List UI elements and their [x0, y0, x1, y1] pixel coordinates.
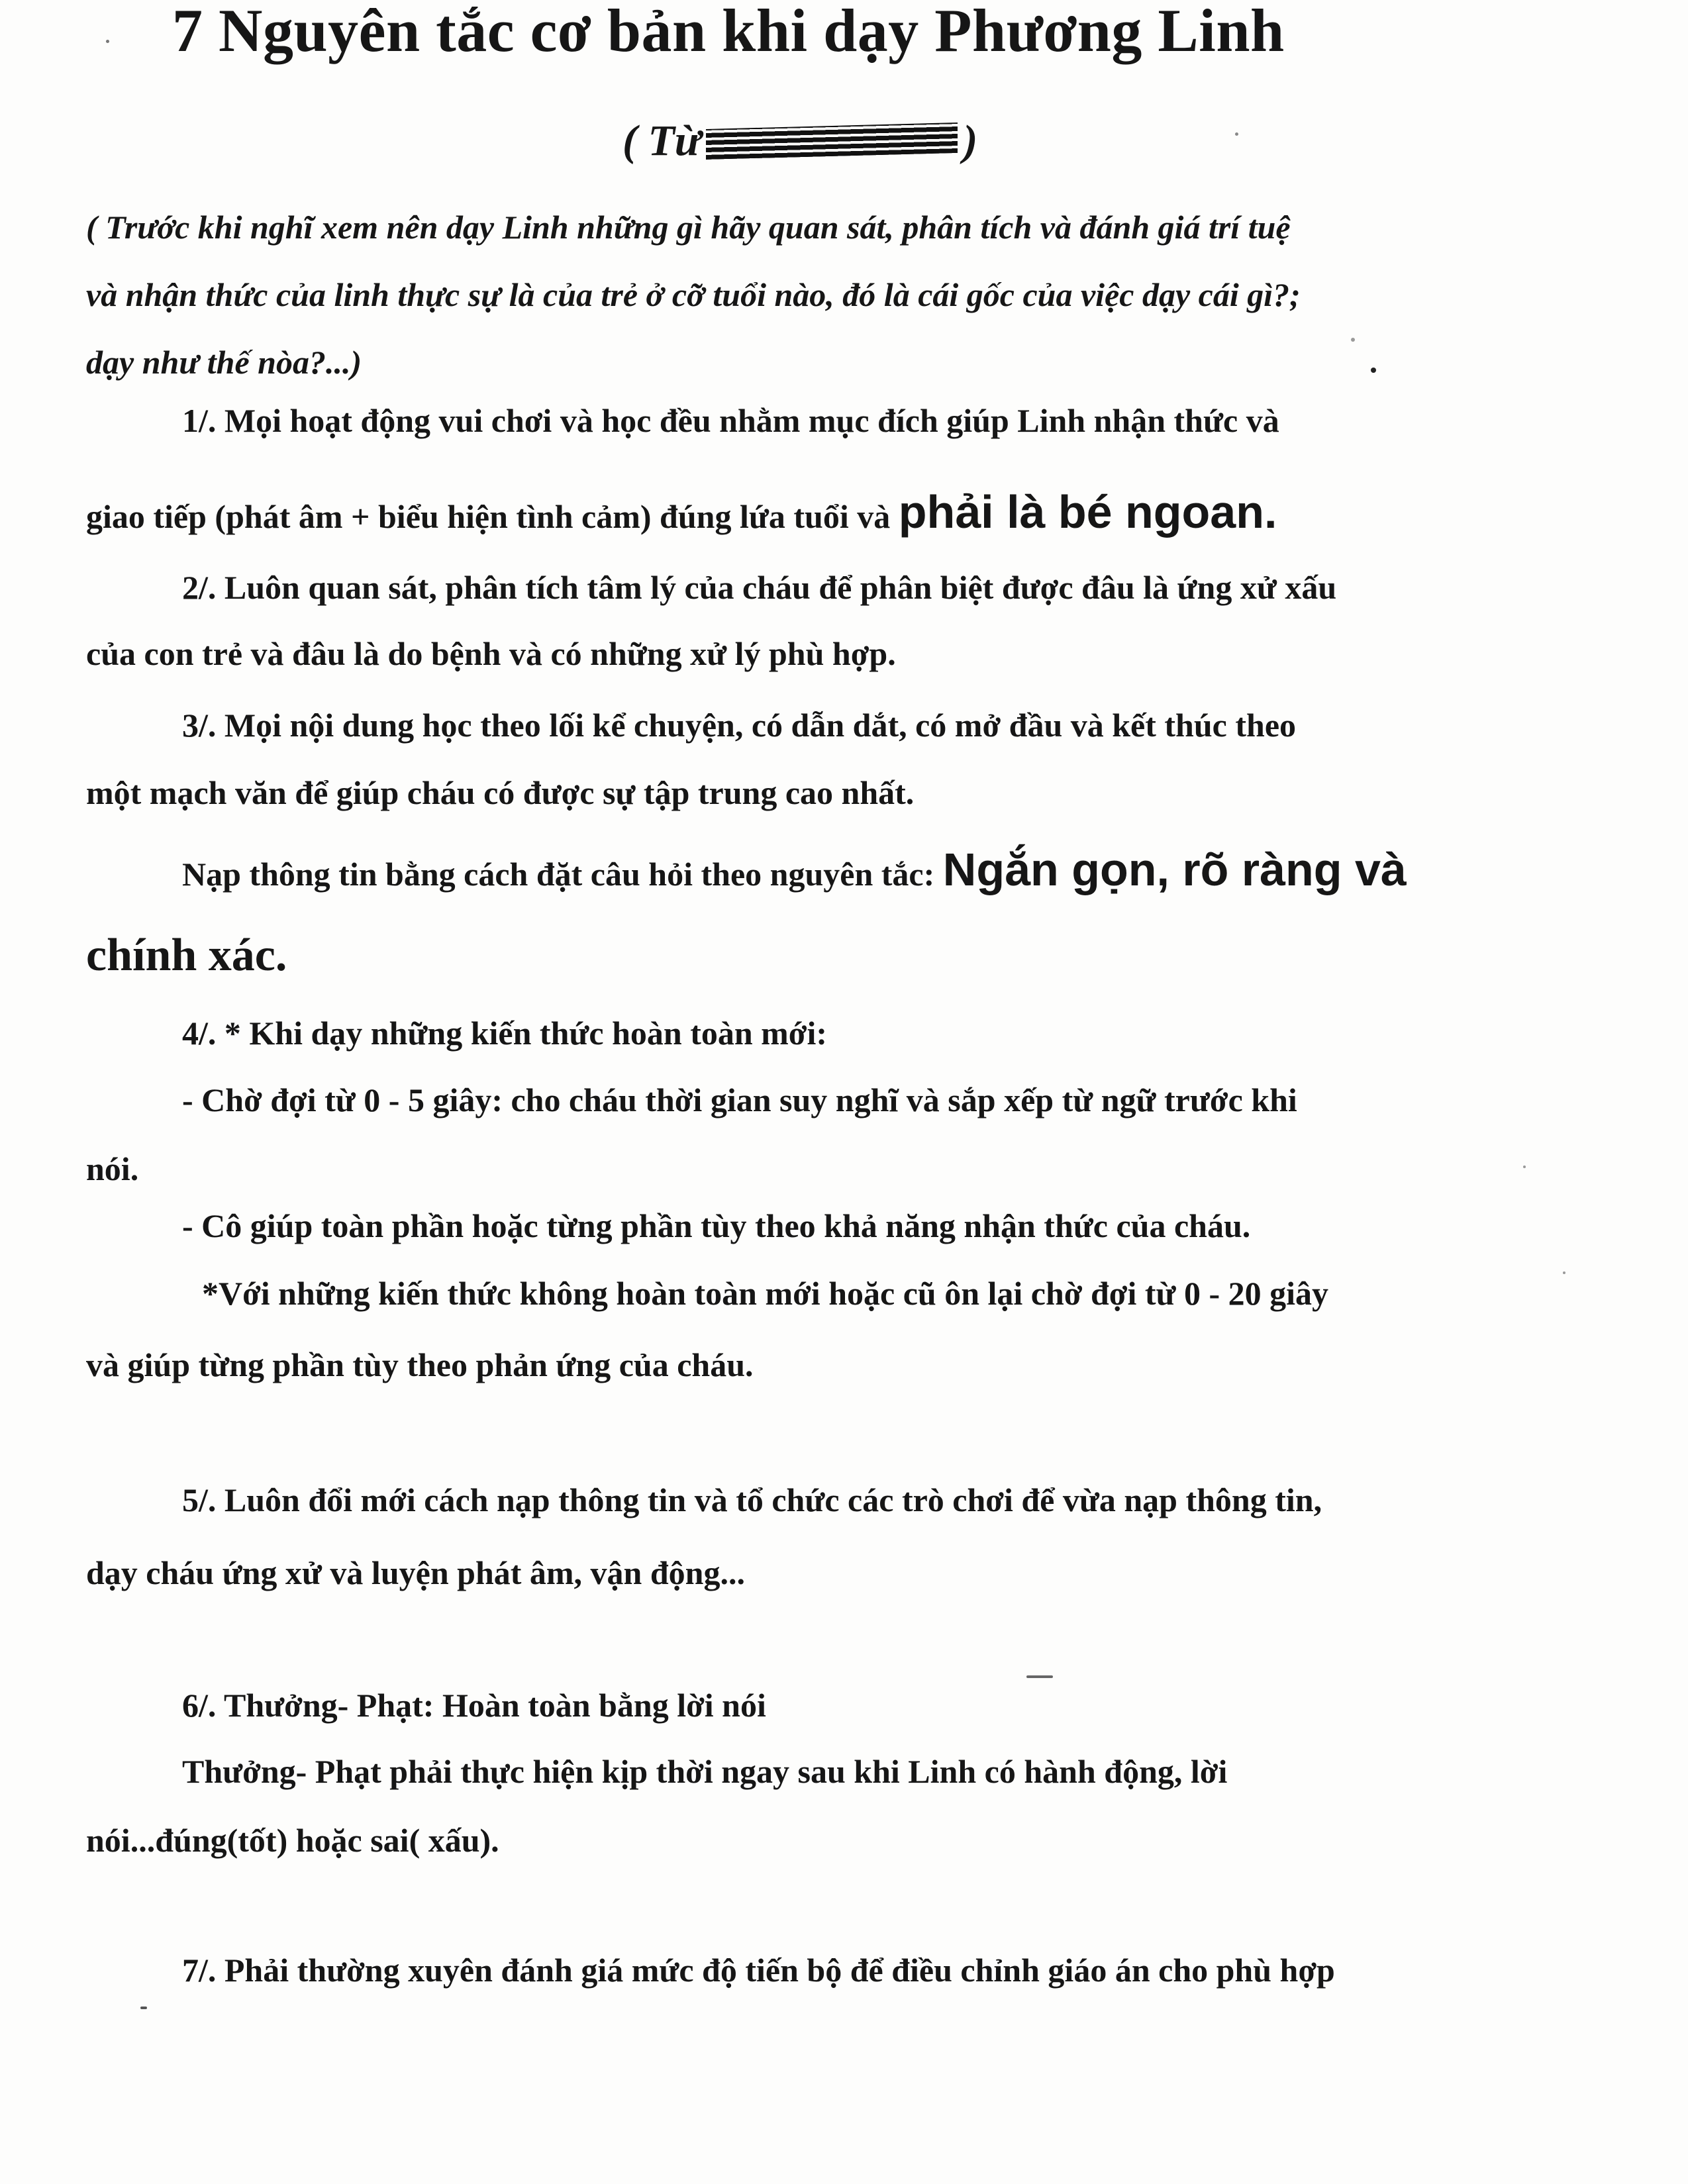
scan-speck [140, 2007, 147, 2009]
rule-1-line-2 [86, 486, 1277, 538]
document-title: 7 Nguyên tắc cơ bản khi dạy Phương Linh [172, 0, 1285, 64]
rule-6-line-1: Thưởng- Phạt phải thực hiện kịp thời ngay sau khi Linh có hành động, lời [182, 1753, 1228, 1790]
source-close: ) [963, 117, 978, 165]
rule-3-emphasis-end: chính xác. [86, 930, 287, 981]
scan-speck [1371, 368, 1376, 373]
scan-speck [106, 40, 109, 43]
scan-speck [1235, 132, 1238, 136]
rule-4-note-line-2: và giúp từng phần tùy theo phản ứng của cháu. [86, 1346, 754, 1383]
rule-4-bullet-2: - Cô giúp toàn phần hoặc từng phần tùy theo khả năng nhận thức của cháu. [182, 1207, 1251, 1244]
rule-1-emphasis: phải là bé ngoan. [898, 486, 1277, 538]
rule-3-line-1: 3/. Mọi nội dung học theo lối kể chuyện, có dẫn dắt, có mở đầu và kết thúc theo [182, 707, 1297, 744]
rule-4-bullet-1-line-1: - Chờ đợi từ 0 - 5 giây: cho cháu thời gian suy nghĩ và sắp xếp từ ngữ trước khi [182, 1081, 1297, 1118]
source-line [622, 119, 977, 163]
source-open: ( Từ [622, 117, 701, 165]
rule-5-line-2: dạy cháu ứng xử và luyện phát âm, vận động... [86, 1554, 745, 1591]
rule-4-bullet-1-line-2: nói. [86, 1150, 139, 1187]
rule-7-line-1: 7/. Phải thường xuyên đánh giá mức độ tiến bộ để điều chỉnh giáo án cho phù hợp [182, 1952, 1335, 1989]
rule-3-text: Nạp thông tin bằng cách đặt câu hỏi theo nguyên tắc: [182, 856, 935, 893]
rule-6-heading: 6/. Thưởng- Phạt: Hoàn toàn bằng lời nói [182, 1687, 766, 1724]
rule-1-text: giao tiếp (phát âm + biểu hiện tình cảm) đúng lứa tuổi và [86, 498, 891, 535]
redacted-name [706, 123, 958, 160]
rule-4-note-line-1: *Với những kiến thức không hoàn toàn mới hoặc cũ ôn lại chờ đợi từ 0 - 20 giây [202, 1275, 1329, 1312]
rule-2-line-2: của con trẻ và đâu là do bệnh và có những xử lý phù hợp. [86, 635, 896, 672]
rule-2-line-1: 2/. Luôn quan sát, phân tích tâm lý của cháu để phân biệt được đâu là ứng xử xấu [182, 569, 1337, 606]
rule-3-line-3 [182, 846, 1407, 893]
rule-4-heading: 4/. * Khi dạy những kiến thức hoàn toàn mới: [182, 1015, 828, 1052]
scan-speck [1523, 1166, 1526, 1168]
rule-3-line-2: một mạch văn để giúp cháu có được sự tập trung cao nhất. [86, 774, 915, 811]
scan-speck [1026, 1675, 1053, 1678]
intro-line-2: và nhận thức của linh thực sự là của trẻ ở cỡ tuổi nào, đó là cái gốc của việc dạy cái gì?; [86, 276, 1301, 313]
scan-speck [1563, 1271, 1565, 1274]
rule-5-line-1: 5/. Luôn đổi mới cách nạp thông tin và tổ chức các trò chơi để vừa nạp thông tin, [182, 1481, 1322, 1518]
rule-3-emphasis: Ngắn gọn, rõ ràng và [942, 844, 1407, 895]
intro-line-1: ( Trước khi nghĩ xem nên dạy Linh những gì hãy quan sát, phân tích và đánh giá trí tuệ [86, 209, 1291, 246]
rule-1-line-1: 1/. Mọi hoạt động vui chơi và học đều nhằm mục đích giúp Linh nhận thức và [182, 402, 1279, 439]
rule-6-line-2: nói...đúng(tốt) hoặc sai( xấu). [86, 1822, 499, 1859]
scan-speck [1351, 338, 1355, 342]
intro-line-3: dạy như thế nòa?...) [86, 344, 362, 381]
